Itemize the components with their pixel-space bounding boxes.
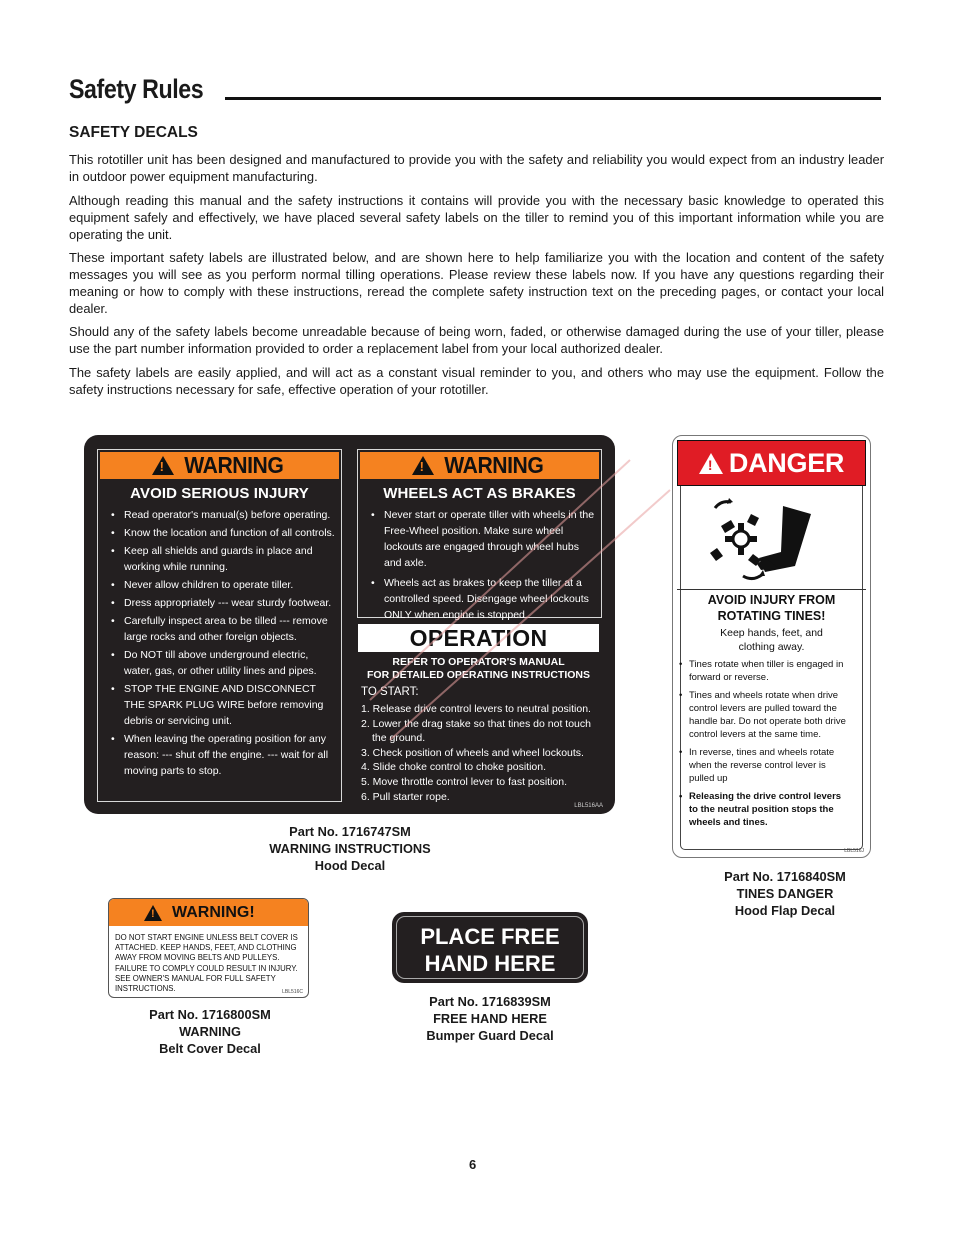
decal-code: LBL516C xyxy=(282,989,303,995)
operation-panel xyxy=(357,624,600,802)
list-item: • Wheels act as brakes to keep the tiller at a controlled speed. Disengage wheel lockouts ONLY when engine is stopped. xyxy=(372,575,597,623)
part-number: Part No. 1716839SM xyxy=(429,994,551,1009)
belt-decal-caption xyxy=(130,1006,290,1057)
danger-subheading: Keep hands, feet, and clothing away. xyxy=(720,627,823,653)
warning-banner-text: WARNING xyxy=(183,452,284,478)
warning-panel-injury xyxy=(97,449,342,802)
paragraph-review: These important safety labels are illustrated below, and are shown here to help familiarize you with the location and content of the safety messages you will see as you perform normal tilling operations. Please review these labels now. If you have any questions regarding their meaning or how to comply with these instructions, reread the complete safety instruction text on the preceding pages, or contact your local dealer. xyxy=(69,250,884,316)
list-item: • Releasing the drive control levers to the neutral position stops the wheels and tines. xyxy=(679,790,849,829)
part-number: Part No. 1716840SM xyxy=(724,869,846,884)
decal-location: Hood Flap Decal xyxy=(734,903,836,918)
warning-banner-text: WARNING! xyxy=(172,903,255,921)
list-item: • Do NOT till above underground electric, water, gas, or other utility lines and pipes. xyxy=(112,647,337,679)
decal-title: TINES DANGER xyxy=(736,886,834,901)
decal-title: WARNING xyxy=(179,1024,241,1039)
title-rule xyxy=(225,97,881,100)
list-item: • Tines rotate when tiller is engaged in forward or reverse. xyxy=(679,658,849,684)
list-item: • Dress appropriately --- wear sturdy footwear. xyxy=(112,595,337,611)
warning-triangle-icon xyxy=(412,456,434,475)
paragraph-reminder: The safety labels are easily applied, and will act as a constant visual reminder to you, and others who may use the equipment. Follow the safety instructions necessary for safe, effective operation of your rototiller. xyxy=(69,365,884,397)
panel-subtitle: WHEELS ACT AS BRAKES xyxy=(383,485,576,502)
rotating-tines-hand-icon xyxy=(703,496,823,586)
free-hand-decal xyxy=(392,912,588,983)
list-item: • Read operator's manual(s) before operating. xyxy=(112,507,337,523)
hood-decal-caption xyxy=(250,823,450,874)
list-item: • STOP THE ENGINE AND DISCONNECT THE SPARK PLUG WIRE before removing debris or servicing unit. xyxy=(112,681,337,729)
list-item: 1. Release drive control levers to neutral position. xyxy=(361,703,591,715)
decal-title: FREE HAND HERE xyxy=(433,1011,547,1026)
page-title: Safety Rules xyxy=(69,74,204,104)
list-item: • When leaving the operating position for any reason: --- shut off the engine. --- wait for all moving parts to stop. xyxy=(112,731,337,779)
danger-banner-text: DANGER xyxy=(728,447,845,478)
decal-location: Bumper Guard Decal xyxy=(426,1028,554,1043)
belt-warning-text: DO NOT START ENGINE UNLESS BELT COVER IS ATTACHED. KEEP HANDS, FEET, AND CLOTHING AWAY FROM MOVING BELTS AND PULLEYS. FAILURE TO COMPLY COULD RESULT IN INJURY. SEE OWNER'S MANUAL FOR FULL SAFETY INSTRUCTIONS. xyxy=(115,933,298,994)
danger-heading: AVOID INJURY FROM ROTATING TINES! xyxy=(707,593,836,623)
list-item: 2. Lower the drag stake so that tines do not touch xyxy=(361,717,591,730)
decal-code: LBL516AA xyxy=(574,803,603,809)
free-hand-decal-caption xyxy=(400,993,580,1044)
list-item: • Never start or operate tiller with wheels in the Free-Wheel position. Make sure wheel lockouts are engaged through wheel hubs and axle. xyxy=(372,507,597,571)
operation-to-start: TO START: xyxy=(361,686,419,698)
danger-triangle-icon xyxy=(699,453,723,474)
list-item: • In reverse, tines and wheels rotate when the reverse control lever is pulled up xyxy=(679,746,849,785)
danger-decal xyxy=(672,435,871,858)
warning-list xyxy=(372,507,597,623)
danger-divider xyxy=(677,589,866,590)
list-item: • Keep all shields and guards in place and working while running. xyxy=(112,543,337,575)
free-hand-text: PLACE FREE HAND HERE xyxy=(396,916,584,979)
warning-panel-brakes xyxy=(357,449,602,621)
warning-triangle-icon xyxy=(144,905,162,921)
operation-refer-line: REFER TO OPERATOR'S MANUAL xyxy=(392,656,565,668)
hood-decal xyxy=(84,435,615,814)
warning-banner-text: WARNING xyxy=(443,452,544,478)
decal-location: Belt Cover Decal xyxy=(159,1041,261,1056)
list-item: • Tines and wheels rotate when drive control levers are pulled toward the handle bar. Do not operate both drive control levers at the same time. xyxy=(679,689,849,741)
danger-decal-caption xyxy=(700,868,870,919)
warning-banner xyxy=(109,899,308,926)
part-number: Part No. 1716800SM xyxy=(149,1007,271,1022)
warning-banner xyxy=(100,452,339,479)
list-item: 4. Slide choke control to choke position. xyxy=(361,761,547,774)
warning-list xyxy=(112,507,337,779)
decal-code: LBL516J xyxy=(844,848,864,854)
list-item: 6. Pull starter rope. xyxy=(361,790,450,803)
decal-title: WARNING INSTRUCTIONS xyxy=(269,841,431,856)
operation-steps xyxy=(361,702,596,804)
list-item: • Know the location and function of all controls. xyxy=(112,525,337,541)
part-number: Part No. 1716747SM xyxy=(289,824,411,839)
paragraph-intro: This rototiller unit has been designed and manufactured to provide you with the safety and reliability you would expect from an industry leader in outdoor power equipment manufacturing. xyxy=(69,152,884,184)
list-item: 5. Move throttle control lever to fast position. xyxy=(361,775,568,788)
operation-refer-line: FOR DETAILED OPERATING INSTRUCTIONS xyxy=(366,669,591,681)
panel-subtitle: AVOID SERIOUS INJURY xyxy=(130,485,309,502)
paragraph-labels: Although reading this manual and the safety instructions it contains will provide you with the necessary basic knowledge to operated this equipment safely and effectively, we have placed several safety labels on the tiller to remind you of this important information while you are operating the unit. xyxy=(69,193,884,242)
list-item: • Never allow children to operate tiller. xyxy=(112,577,337,593)
section-heading: SAFETY DECALS xyxy=(69,124,198,141)
belt-cover-decal xyxy=(108,898,309,998)
warning-banner xyxy=(360,452,599,479)
page-number: 6 xyxy=(469,1157,477,1172)
operation-banner: OPERATION xyxy=(358,624,599,652)
danger-list xyxy=(679,658,849,834)
danger-banner xyxy=(677,440,866,486)
warning-triangle-icon xyxy=(152,456,174,475)
paragraph-replacement: Should any of the safety labels become unreadable because of being worn, faded, or otherwise damaged during the use of your tiller, please use the part number information provided to order a replacement label from your local authorized dealer. xyxy=(69,324,884,356)
decal-location: Hood Decal xyxy=(314,858,386,873)
list-item: the ground. xyxy=(372,732,426,745)
list-item: 3. Check position of wheels and wheel lockouts. xyxy=(361,746,584,759)
list-item: • Carefully inspect area to be tilled --- remove large rocks and other foreign objects. xyxy=(112,613,337,645)
